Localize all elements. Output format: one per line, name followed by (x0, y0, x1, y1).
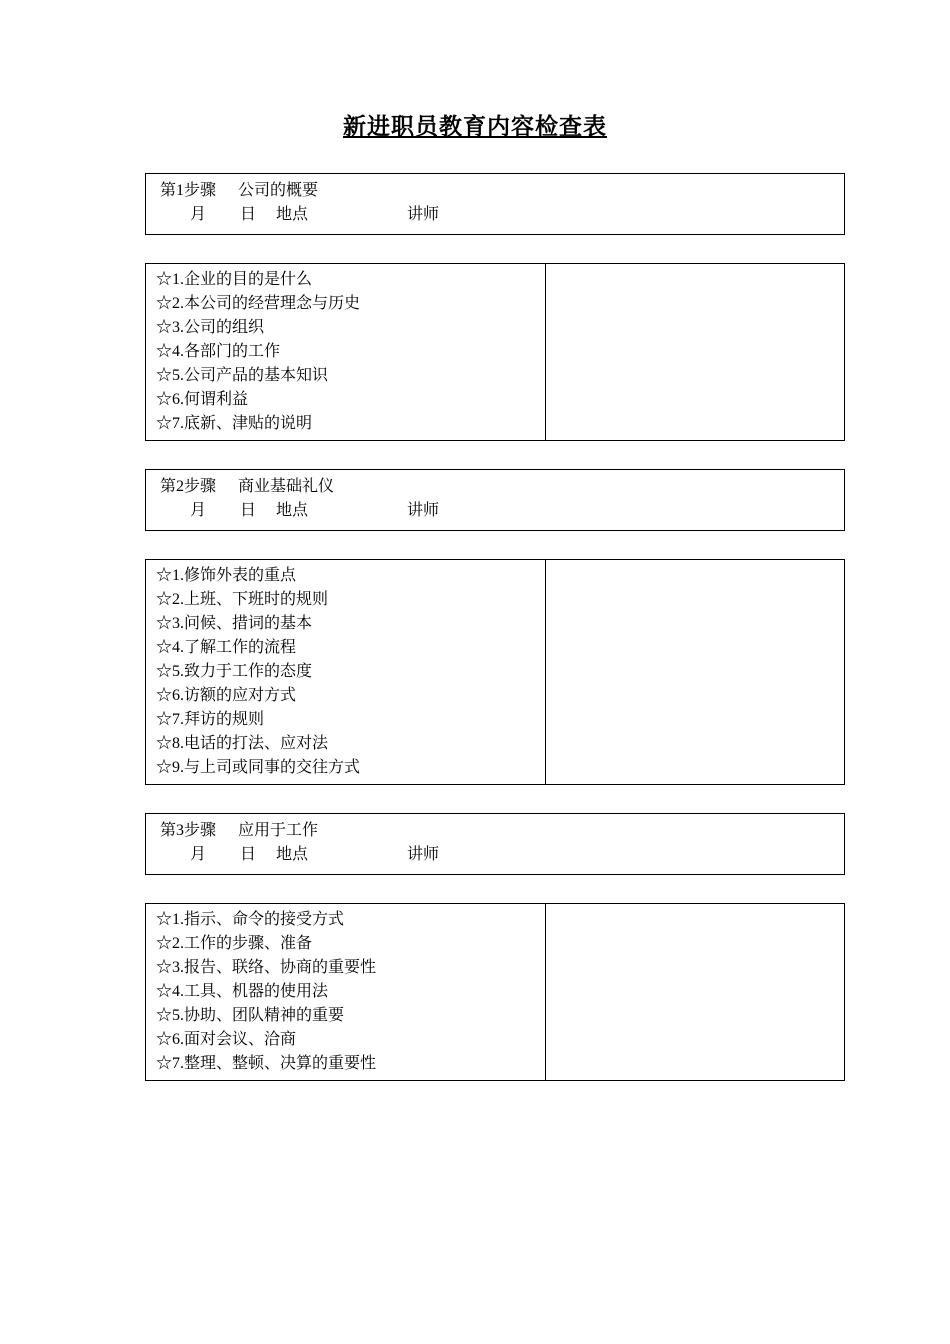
checklist-item: ☆6.面对会议、洽商 (156, 1031, 297, 1048)
document-title: 新进职员教育内容检查表 (343, 114, 607, 139)
section-2-header-box (145, 469, 845, 531)
checklist-item: ☆1.指示、命令的接受方式 (156, 911, 345, 928)
section-2-step-label: 第2步骤 (160, 478, 217, 495)
day-label: 日 (240, 206, 257, 223)
section-3-content-box (145, 903, 845, 1081)
checklist-item: ☆1.企业的目的是什么 (156, 271, 313, 288)
checklist-item: ☆3.问候、措词的基本 (156, 615, 313, 632)
section-3-header-line (160, 820, 844, 842)
section-2-notes-cell (546, 560, 844, 784)
section-3-checklist (146, 904, 546, 1080)
section-2-schedule-line (160, 500, 844, 522)
checklist-item: ☆9.与上司或同事的交往方式 (156, 759, 361, 776)
day-label: 日 (240, 502, 257, 519)
checklist-item: ☆2.工作的步骤、准备 (156, 935, 313, 952)
section-3-schedule-line (160, 844, 844, 866)
section-1-step-title: 公司的概要 (238, 182, 319, 199)
checklist-item: ☆8.电话的打法、应对法 (156, 735, 329, 752)
checklist-item: ☆4.各部门的工作 (156, 343, 281, 360)
lecturer-label: 讲师 (407, 502, 440, 519)
section-1-schedule-line (160, 204, 844, 226)
month-label: 月 (190, 206, 207, 223)
lecturer-label: 讲师 (407, 206, 440, 223)
month-label: 月 (190, 502, 207, 519)
section-1-notes-cell (546, 264, 844, 440)
place-label: 地点 (276, 502, 309, 519)
section-3-step-title: 应用于工作 (238, 822, 319, 839)
place-label: 地点 (276, 206, 309, 223)
checklist-item: ☆2.上班、下班时的规则 (156, 591, 329, 608)
checklist-item: ☆4.了解工作的流程 (156, 639, 297, 656)
section-2-step-title: 商业基础礼仪 (238, 478, 335, 495)
checklist-item: ☆5.公司产品的基本知识 (156, 367, 329, 384)
checklist-item: ☆7.整理、整顿、决算的重要性 (156, 1055, 377, 1072)
checklist-item: ☆4.工具、机器的使用法 (156, 983, 329, 1000)
place-label: 地点 (276, 846, 309, 863)
checklist-item: ☆3.报告、联络、协商的重要性 (156, 959, 377, 976)
section-3-step-label: 第3步骤 (160, 822, 217, 839)
month-label: 月 (190, 846, 207, 863)
checklist-item: ☆2.本公司的经营理念与历史 (156, 295, 361, 312)
checklist-item: ☆5.协助、团队精神的重要 (156, 1007, 345, 1024)
section-1-step-label: 第1步骤 (160, 182, 217, 199)
checklist-item: ☆6.何谓利益 (156, 391, 249, 408)
section-3-header-box (145, 813, 845, 875)
section-3-notes-cell (546, 904, 844, 1080)
section-1-header-box (145, 173, 845, 235)
lecturer-label: 讲师 (407, 846, 440, 863)
section-2-header-line (160, 476, 844, 498)
day-label: 日 (240, 846, 257, 863)
section-1-header-line (160, 180, 844, 202)
checklist-item: ☆5.致力于工作的态度 (156, 663, 313, 680)
section-2-checklist (146, 560, 546, 784)
section-1-checklist (146, 264, 546, 440)
checklist-item: ☆1.修饰外表的重点 (156, 567, 297, 584)
section-2-content-box (145, 559, 845, 785)
checklist-item: ☆6.访额的应对方式 (156, 687, 297, 704)
checklist-item: ☆7.拜访的规则 (156, 711, 265, 728)
section-1-content-box (145, 263, 845, 441)
checklist-item: ☆3.公司的组织 (156, 319, 265, 336)
checklist-item: ☆7.底新、津贴的说明 (156, 415, 313, 432)
